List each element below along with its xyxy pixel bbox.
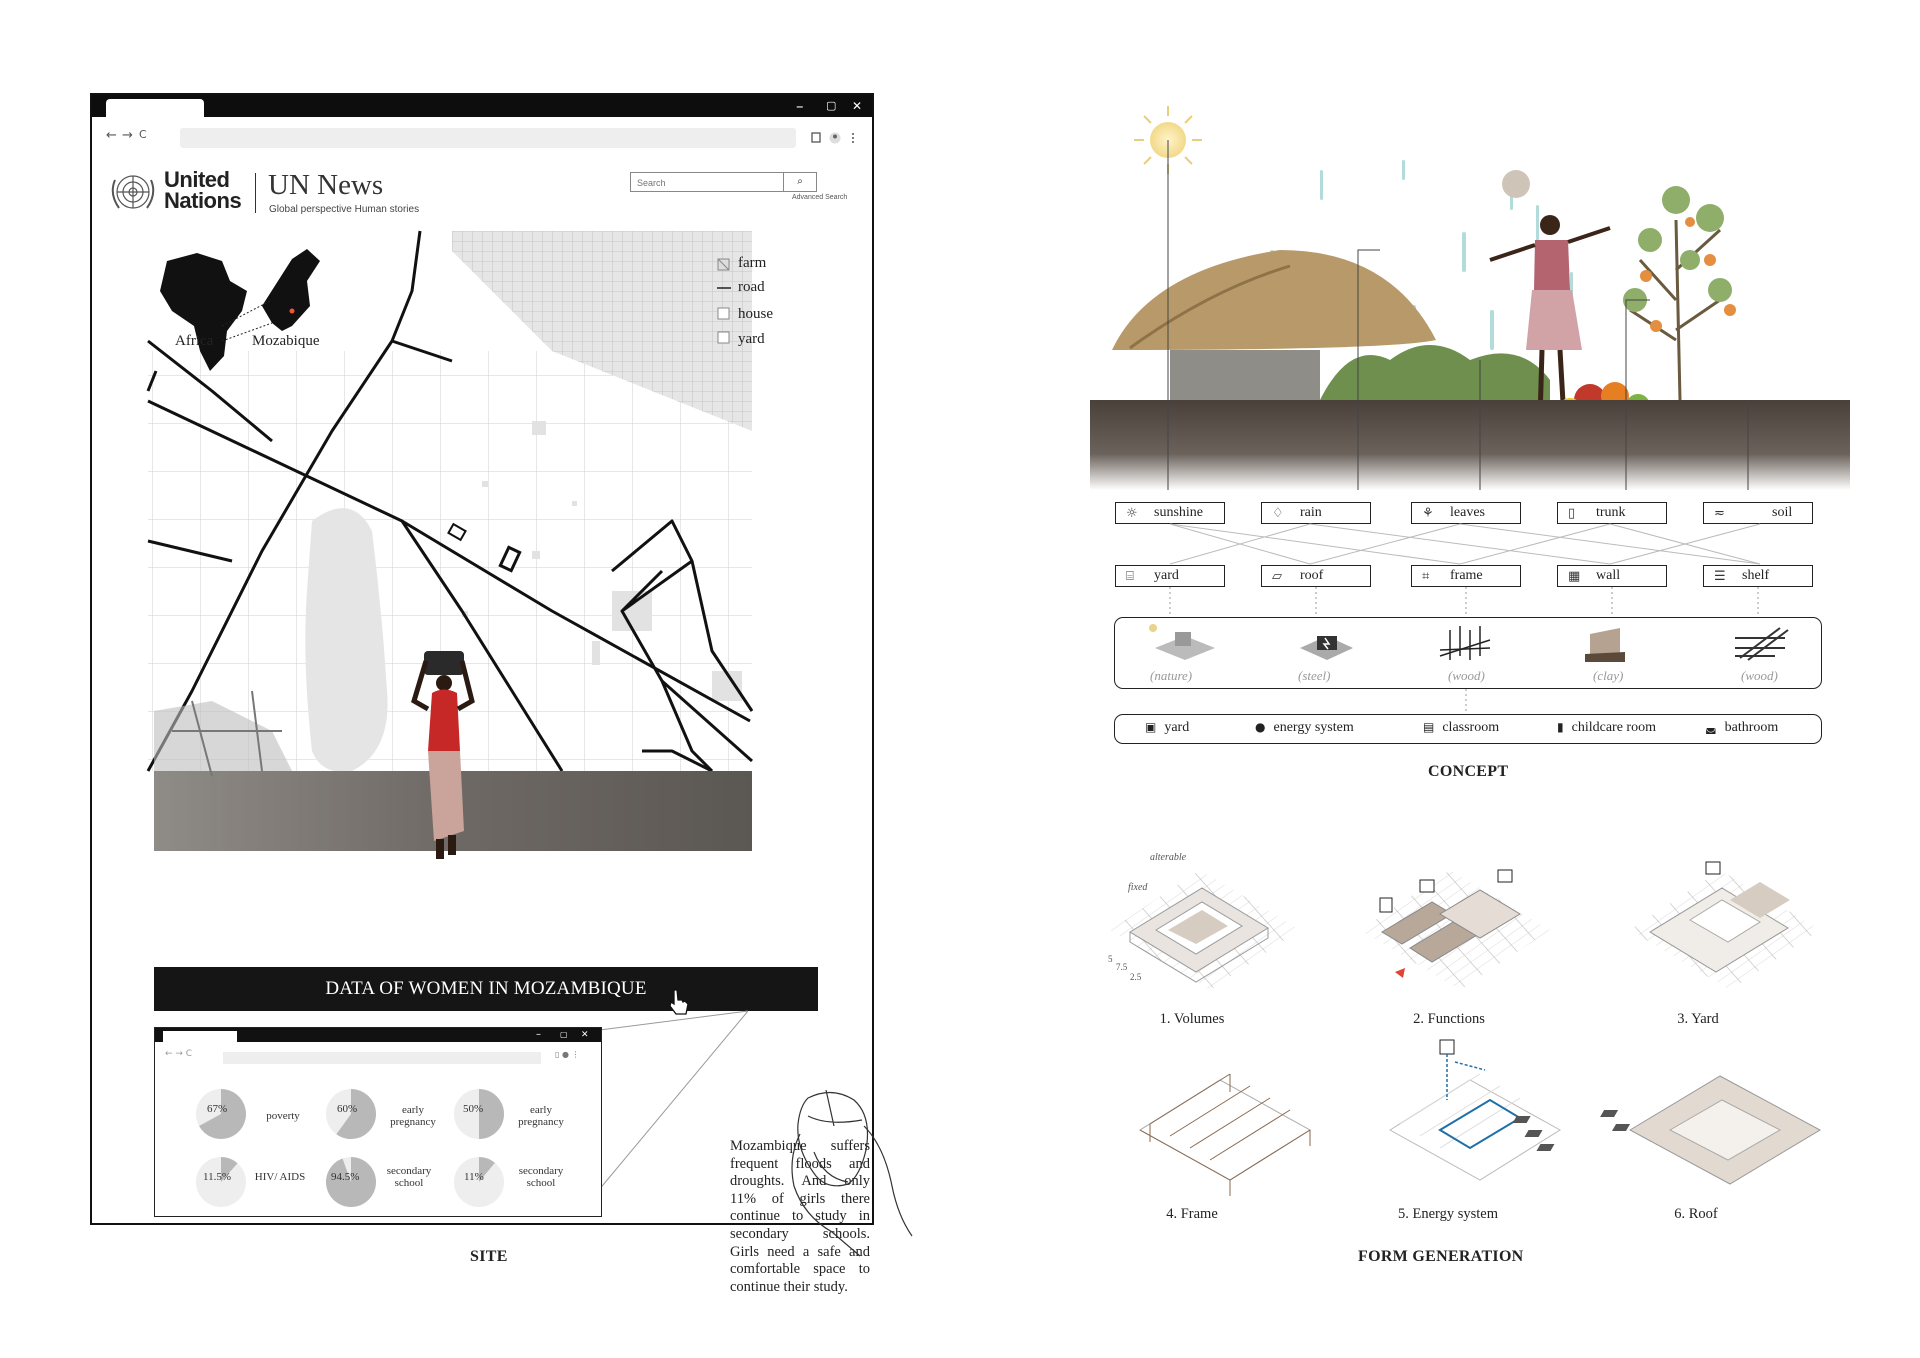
title-bar [92,95,872,117]
form-step-3: 3. Yard [1677,1011,1719,1027]
stat-label-4: HIV/ AIDS [254,1171,306,1183]
stats-window [154,1027,602,1217]
stats-address-bar[interactable] [223,1052,541,1064]
back-icon[interactable]: ← [106,128,117,143]
concept-box-leaves[interactable]: ⚘ leaves [1411,502,1521,524]
component-box-frame[interactable]: ⌗ frame [1411,565,1521,587]
yard-space-icon: ▣ [1145,720,1157,734]
stat-label-2: early pregnancy [390,1104,436,1128]
roof-icon: ▱ [1272,569,1282,584]
dim-5: 5 [1108,954,1113,964]
maximize-icon[interactable]: ▢ [826,99,837,112]
label-alterable: alterable [1150,852,1187,863]
dim-7-5: 7.5 [1116,962,1128,972]
address-bar[interactable] [180,128,796,148]
form-step-6: 6. Roof [1674,1206,1718,1222]
map-legend-symbols [716,257,732,347]
stats-minimize-icon[interactable]: – [536,1029,541,1040]
search-icon: ⌕ [797,176,803,187]
material-nature: (nature) [1150,668,1193,683]
space-childcare-room[interactable]: ▮ childcare room [1557,720,1656,735]
reload-icon[interactable]: C [139,128,147,141]
un-news-title[interactable]: UN News [268,169,384,201]
close-icon[interactable]: ✕ [852,99,863,113]
stats-title-bar [155,1028,601,1042]
stats-maximize-icon[interactable]: ▢ [560,1030,568,1039]
classroom-icon: ▤ [1423,720,1435,734]
form-step-2: 2. Functions [1413,1011,1485,1027]
bathtub-icon: ◛ [1705,720,1717,734]
space-yard[interactable]: ▣ yard [1145,720,1190,735]
component-box-roof[interactable]: ▱ roof [1261,565,1371,587]
minimize-icon[interactable]: – [796,97,804,115]
step-frame [1140,1074,1310,1196]
legend-road: road [738,279,765,295]
form-generation-diagrams [1110,840,1830,1220]
shelf-icon: ☰ [1714,569,1726,584]
search-input[interactable] [631,173,789,193]
step-energy [1390,1040,1560,1180]
stats-toolbar-icons: ▯ ● ⋮ [555,1050,580,1059]
browser-tab[interactable] [106,99,204,117]
site-title: SITE [470,1248,508,1265]
stat-value-1: 67% [207,1103,228,1115]
stat-label-3: early pregnancy [518,1104,564,1128]
concept-box-sunshine[interactable]: ☼ sunshine [1115,502,1225,524]
search-box [630,172,817,192]
form-generation-title: FORM GENERATION [1358,1248,1524,1265]
yard-icon: ⌸ [1126,569,1134,584]
space-bathroom[interactable]: ◛ bathroom [1705,720,1779,735]
stat-value-6: 11% [464,1171,484,1183]
zoom-connector [592,1011,752,1191]
material-clay: (clay) [1593,668,1624,683]
step-yard [1630,862,1820,990]
concept-title: CONCEPT [1428,763,1509,780]
bottle-icon: ▮ [1557,720,1564,734]
un-logo-text: United Nations [164,167,242,213]
concept-illustration [1090,100,1850,490]
forward-icon[interactable]: → [122,128,133,143]
concept-box-trunk[interactable]: ▯ trunk [1557,502,1667,524]
concept-box-rain[interactable]: ♢ rain [1261,502,1371,524]
label-fixed: fixed [1128,882,1148,893]
drop-icon: ● [1255,720,1266,734]
stat-value-5: 94.5% [331,1171,360,1183]
trunk-icon: ▯ [1568,506,1576,521]
material-steel: (steel) [1298,668,1331,683]
data-banner[interactable]: DATA OF WOMEN IN MOZAMBIQUE [154,967,818,1011]
stats-tab[interactable] [163,1031,237,1042]
stat-value-3: 50% [463,1103,484,1115]
form-step-1: 1. Volumes [1159,1011,1225,1027]
stat-label-1: poverty [266,1110,300,1122]
form-step-5: 5. Energy system [1397,1206,1498,1222]
hand-mouse-sketch-icon [788,1086,918,1266]
browser-toolbar-icons [810,131,860,145]
stat-label-6: secondary school [518,1165,564,1189]
form-step-4: 4. Frame [1166,1206,1218,1222]
label-mozambique: Mozabique [252,333,320,349]
frame-icon: ⌗ [1422,569,1430,584]
spaces-panel [1114,714,1822,744]
stats-nav-icons: ← → C [165,1049,193,1059]
concept-vertical-dashes [1110,587,1830,717]
raindrop-icon: ♢ [1272,506,1284,521]
component-box-wall[interactable]: ▦ wall [1557,565,1667,587]
space-energy-system[interactable]: ● energy system [1255,720,1354,735]
label-africa: Africa [175,333,214,349]
site-description: Mozambique suffers frequent floods and droughts. And only 11% of girls there continue to study in secondary schools. Girls need a safe and comfortable space to continue their study. [730,1138,870,1295]
legend-yard: yard [738,331,765,347]
dim-2-5: 2.5 [1130,972,1142,982]
step-functions [1360,870,1550,990]
stats-close-icon[interactable]: ✕ [581,1030,589,1040]
leaf-icon: ⚘ [1422,506,1434,521]
stat-value-2: 60% [337,1103,358,1115]
un-emblem-icon [107,170,159,216]
stat-value-4: 11.5% [203,1171,232,1183]
concept-cross-lines [1110,524,1830,566]
concept-box-soil[interactable]: ≂ soil [1703,502,1813,524]
material-wood-1: (wood) [1448,668,1485,683]
wall-icon: ▦ [1568,569,1581,584]
advanced-search-link[interactable]: Advanced Search [792,194,848,201]
legend-house: house [738,306,773,322]
space-classroom[interactable]: ▤ classroom [1423,720,1500,735]
soil-icon: ≂ [1714,506,1725,521]
sun-icon: ☼ [1126,506,1138,521]
material-wood-2: (wood) [1741,668,1778,683]
un-tagline: Global perspective Human stories [269,204,420,215]
component-box-yard[interactable]: ⌸ yard [1115,565,1225,587]
search-button[interactable] [783,173,816,191]
stat-label-5: secondary school [386,1165,432,1189]
header-divider [255,173,256,213]
legend-farm: farm [738,255,767,271]
stats-pies [155,1068,600,1216]
step-roof [1513,1076,1820,1184]
component-box-shelf[interactable]: ☰ shelf [1703,565,1813,587]
